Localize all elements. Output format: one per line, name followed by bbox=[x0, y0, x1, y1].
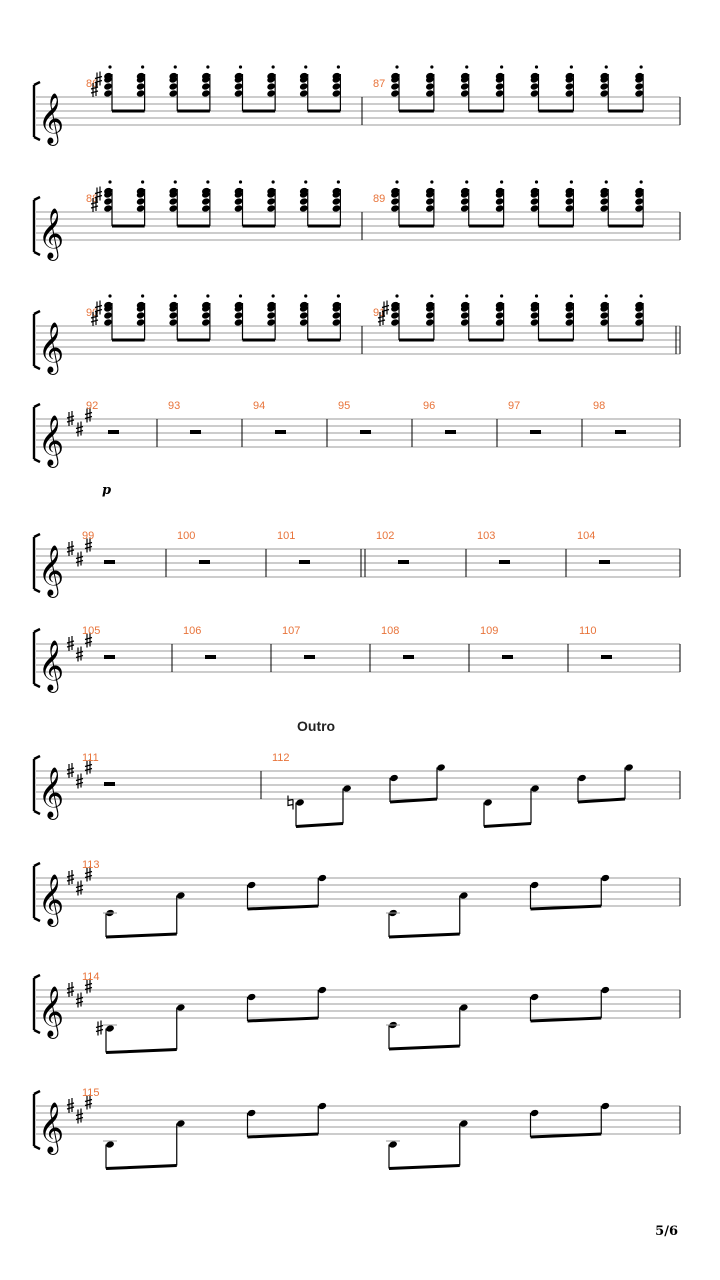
measure-number: 105 bbox=[82, 625, 101, 637]
half-rest bbox=[499, 560, 510, 564]
staccato-dot bbox=[174, 65, 177, 68]
chord-notehead bbox=[234, 82, 244, 90]
staff-system bbox=[34, 625, 680, 693]
chord-notehead bbox=[201, 82, 211, 90]
half-rest bbox=[104, 655, 115, 659]
chord-notehead bbox=[599, 197, 609, 205]
chord-notehead bbox=[299, 82, 309, 90]
staccato-dot bbox=[465, 65, 468, 68]
staff-system bbox=[34, 971, 680, 1053]
notehead bbox=[247, 881, 257, 889]
notehead bbox=[176, 1119, 186, 1127]
page-number: 5/6 bbox=[655, 1224, 678, 1239]
half-rest bbox=[299, 560, 310, 564]
chord-notehead bbox=[299, 311, 309, 319]
chord-notehead bbox=[299, 318, 309, 326]
chord-notehead bbox=[495, 204, 505, 212]
key-signature-sharp bbox=[76, 647, 83, 662]
chord-notehead bbox=[599, 82, 609, 90]
chord-notehead bbox=[332, 204, 342, 212]
chord-notehead bbox=[530, 318, 540, 326]
chord-notehead bbox=[201, 311, 211, 319]
chord-notehead bbox=[495, 311, 505, 319]
chord-notehead bbox=[201, 318, 211, 326]
key-signature-sharp bbox=[76, 993, 83, 1008]
staccato-dot bbox=[430, 180, 433, 183]
staff-system bbox=[34, 1087, 680, 1169]
notehead bbox=[436, 763, 446, 771]
dynamic-piano: p bbox=[102, 483, 112, 498]
staccato-dot bbox=[570, 65, 573, 68]
chord-notehead bbox=[599, 318, 609, 326]
half-rest bbox=[104, 782, 115, 786]
chord-notehead bbox=[266, 89, 276, 97]
treble-clef: 𝄞 bbox=[38, 415, 65, 466]
beam bbox=[106, 1166, 177, 1169]
measure-number: 90 bbox=[86, 307, 99, 319]
staccato-dot bbox=[206, 65, 209, 68]
chord-notehead bbox=[530, 311, 540, 319]
half-rest bbox=[275, 430, 286, 434]
key-signature-sharp bbox=[76, 422, 83, 437]
staccato-dot bbox=[206, 294, 209, 297]
staff-system bbox=[34, 294, 680, 375]
chord-notehead bbox=[103, 311, 113, 319]
notehead bbox=[247, 993, 257, 1001]
chord-notehead bbox=[460, 311, 470, 319]
chord-notehead bbox=[136, 311, 146, 319]
chord-notehead bbox=[530, 89, 540, 97]
chord-notehead bbox=[168, 197, 178, 205]
chord-notehead bbox=[266, 311, 276, 319]
staccato-dot bbox=[108, 180, 111, 183]
chord-notehead bbox=[168, 204, 178, 212]
chord-notehead bbox=[201, 204, 211, 212]
measure-number: 97 bbox=[508, 400, 521, 412]
chord-notehead bbox=[266, 204, 276, 212]
chord-notehead bbox=[201, 197, 211, 205]
chord-notehead bbox=[136, 318, 146, 326]
staccato-dot bbox=[570, 180, 573, 183]
half-rest bbox=[445, 430, 456, 434]
notehead bbox=[105, 1024, 115, 1032]
measure-number: 95 bbox=[338, 400, 351, 412]
staccato-dot bbox=[108, 294, 111, 297]
treble-clef: 𝄞 bbox=[38, 874, 65, 925]
notehead bbox=[389, 774, 399, 782]
staccato-dot bbox=[500, 180, 503, 183]
chord-notehead bbox=[460, 197, 470, 205]
chord-notehead bbox=[460, 82, 470, 90]
chord-notehead bbox=[332, 82, 342, 90]
notehead bbox=[342, 784, 352, 792]
measure-number: 104 bbox=[577, 530, 596, 542]
measure-number: 88 bbox=[86, 193, 99, 205]
staccato-dot bbox=[395, 180, 398, 183]
beam bbox=[389, 934, 460, 937]
staccato-dot bbox=[605, 65, 608, 68]
notehead bbox=[600, 986, 610, 994]
staccato-dot bbox=[430, 294, 433, 297]
chord-notehead bbox=[266, 318, 276, 326]
staccato-dot bbox=[272, 180, 275, 183]
measure-number: 87 bbox=[373, 78, 386, 90]
staccato-dot bbox=[605, 294, 608, 297]
measure-number: 93 bbox=[168, 400, 181, 412]
staff-system bbox=[34, 180, 680, 261]
chord-notehead bbox=[332, 197, 342, 205]
chord-notehead bbox=[234, 318, 244, 326]
chord-notehead bbox=[168, 311, 178, 319]
measure-number: 102 bbox=[376, 530, 395, 542]
measure-number: 109 bbox=[480, 625, 499, 637]
key-signature-sharp bbox=[76, 552, 83, 567]
chord-notehead bbox=[390, 311, 400, 319]
chord-notehead bbox=[425, 197, 435, 205]
measure-number: 107 bbox=[282, 625, 301, 637]
half-rest bbox=[398, 560, 409, 564]
chord-notehead bbox=[565, 204, 575, 212]
chord-notehead bbox=[234, 311, 244, 319]
staccato-dot bbox=[304, 65, 307, 68]
notehead bbox=[105, 1140, 115, 1148]
chord-notehead bbox=[530, 204, 540, 212]
beam bbox=[484, 824, 531, 827]
measure-number: 100 bbox=[177, 530, 196, 542]
chord-notehead bbox=[299, 197, 309, 205]
staccato-dot bbox=[500, 294, 503, 297]
measure-number: 101 bbox=[277, 530, 296, 542]
measure-number: 86 bbox=[86, 78, 99, 90]
chord-notehead bbox=[495, 82, 505, 90]
beam bbox=[296, 824, 343, 827]
chord-notehead bbox=[565, 197, 575, 205]
measure-number: 114 bbox=[82, 971, 100, 983]
chord-notehead bbox=[201, 89, 211, 97]
staccato-dot bbox=[141, 180, 144, 183]
treble-clef: 𝄞 bbox=[38, 545, 65, 596]
measure bbox=[82, 971, 610, 1053]
chord-notehead bbox=[565, 82, 575, 90]
staccato-dot bbox=[395, 65, 398, 68]
chord-notehead bbox=[103, 318, 113, 326]
half-rest bbox=[205, 655, 216, 659]
chord-notehead bbox=[136, 82, 146, 90]
staccato-dot bbox=[535, 180, 538, 183]
notehead bbox=[459, 1003, 469, 1011]
chord-notehead bbox=[390, 204, 400, 212]
half-rest bbox=[502, 655, 513, 659]
treble-clef: 𝄞 bbox=[38, 640, 65, 691]
chord-notehead bbox=[390, 89, 400, 97]
chord-notehead bbox=[530, 197, 540, 205]
measure-number: 103 bbox=[477, 530, 496, 542]
half-rest bbox=[601, 655, 612, 659]
notehead bbox=[530, 1109, 540, 1117]
staff-system bbox=[34, 859, 680, 937]
chord-notehead bbox=[168, 89, 178, 97]
chord-notehead bbox=[103, 204, 113, 212]
staccato-dot bbox=[640, 294, 643, 297]
notehead bbox=[600, 1102, 610, 1110]
chord-notehead bbox=[530, 82, 540, 90]
notehead bbox=[388, 1140, 398, 1148]
staccato-dot bbox=[465, 180, 468, 183]
chord-notehead bbox=[634, 204, 644, 212]
chord-notehead bbox=[460, 204, 470, 212]
chord-notehead bbox=[565, 89, 575, 97]
half-rest bbox=[304, 655, 315, 659]
notehead bbox=[459, 891, 469, 899]
measure-number: 110 bbox=[579, 625, 597, 637]
chord-notehead bbox=[495, 89, 505, 97]
measure bbox=[362, 65, 644, 125]
staccato-dot bbox=[174, 180, 177, 183]
half-rest bbox=[199, 560, 210, 564]
notehead bbox=[317, 1102, 327, 1110]
measure-number: 91 bbox=[373, 307, 386, 319]
staccato-dot bbox=[430, 65, 433, 68]
half-rest bbox=[190, 430, 201, 434]
staccato-dot bbox=[174, 294, 177, 297]
staccato-dot bbox=[500, 65, 503, 68]
measure-number: 113 bbox=[82, 859, 100, 871]
measure-number: 94 bbox=[253, 400, 266, 412]
natural-sign bbox=[288, 796, 293, 810]
beam bbox=[106, 934, 177, 937]
treble-clef: 𝄞 bbox=[38, 1102, 65, 1153]
staccato-dot bbox=[395, 294, 398, 297]
chord-notehead bbox=[136, 197, 146, 205]
chord-notehead bbox=[425, 82, 435, 90]
staccato-dot bbox=[535, 65, 538, 68]
treble-clef: 𝄞 bbox=[38, 322, 65, 373]
staccato-dot bbox=[141, 65, 144, 68]
staccato-dot bbox=[605, 180, 608, 183]
chord-notehead bbox=[168, 82, 178, 90]
staccato-dot bbox=[337, 180, 340, 183]
measure-number: 96 bbox=[423, 400, 436, 412]
chord-notehead bbox=[266, 197, 276, 205]
staccato-dot bbox=[337, 65, 340, 68]
beam bbox=[389, 1046, 460, 1049]
chord-notehead bbox=[634, 318, 644, 326]
staccato-dot bbox=[239, 294, 242, 297]
chord-notehead bbox=[425, 204, 435, 212]
chord-notehead bbox=[599, 311, 609, 319]
treble-clef: 𝄞 bbox=[38, 986, 65, 1037]
notehead bbox=[459, 1119, 469, 1127]
notehead bbox=[295, 798, 305, 806]
measure-number: 98 bbox=[593, 400, 606, 412]
half-rest bbox=[615, 430, 626, 434]
treble-clef: 𝄞 bbox=[38, 208, 65, 259]
measure-number: 99 bbox=[82, 530, 95, 542]
half-rest bbox=[108, 430, 119, 434]
chord-notehead bbox=[425, 311, 435, 319]
staccato-dot bbox=[108, 65, 111, 68]
measure-number: 92 bbox=[86, 400, 99, 412]
key-signature-sharp bbox=[76, 1109, 83, 1124]
staccato-dot bbox=[304, 294, 307, 297]
chord-notehead bbox=[460, 89, 470, 97]
staccato-dot bbox=[337, 294, 340, 297]
chord-notehead bbox=[495, 318, 505, 326]
chord-notehead bbox=[390, 318, 400, 326]
notehead bbox=[530, 993, 540, 1001]
half-rest bbox=[403, 655, 414, 659]
chord-notehead bbox=[599, 89, 609, 97]
chord-notehead bbox=[266, 82, 276, 90]
measure-number: 89 bbox=[373, 193, 386, 205]
chord-notehead bbox=[299, 89, 309, 97]
staccato-dot bbox=[272, 294, 275, 297]
chord-notehead bbox=[299, 204, 309, 212]
measure bbox=[82, 859, 610, 937]
half-rest bbox=[104, 560, 115, 564]
chord-notehead bbox=[425, 318, 435, 326]
chord-notehead bbox=[234, 89, 244, 97]
notehead bbox=[530, 784, 540, 792]
notehead bbox=[317, 986, 327, 994]
notehead bbox=[624, 763, 634, 771]
staccato-dot bbox=[304, 180, 307, 183]
staff-system bbox=[34, 752, 680, 827]
chord-notehead bbox=[103, 197, 113, 205]
chord-notehead bbox=[103, 89, 113, 97]
chord-notehead bbox=[565, 318, 575, 326]
measure-number: 106 bbox=[183, 625, 202, 637]
measure-number: 112 bbox=[272, 752, 290, 764]
treble-clef: 𝄞 bbox=[38, 93, 65, 144]
key-signature-sharp bbox=[76, 774, 83, 789]
staff-system bbox=[34, 65, 680, 146]
notehead bbox=[176, 1003, 186, 1011]
chord-notehead bbox=[495, 197, 505, 205]
measure bbox=[362, 180, 644, 240]
chord-notehead bbox=[634, 82, 644, 90]
staff-system bbox=[34, 530, 680, 598]
staccato-dot bbox=[535, 294, 538, 297]
measure-number: 108 bbox=[381, 625, 400, 637]
notehead bbox=[530, 881, 540, 889]
staccato-dot bbox=[465, 294, 468, 297]
beam bbox=[106, 1050, 177, 1053]
staccato-dot bbox=[206, 180, 209, 183]
staff-system bbox=[34, 400, 680, 468]
chord-notehead bbox=[565, 311, 575, 319]
notehead bbox=[483, 798, 493, 806]
measure-number: 115 bbox=[82, 1087, 100, 1099]
chord-notehead bbox=[136, 89, 146, 97]
staccato-dot bbox=[570, 294, 573, 297]
measure-number: 111 bbox=[82, 752, 99, 764]
chord-notehead bbox=[634, 311, 644, 319]
chord-notehead bbox=[168, 318, 178, 326]
section-label-outro: Outro bbox=[297, 718, 336, 734]
chord-notehead bbox=[234, 197, 244, 205]
chord-notehead bbox=[599, 204, 609, 212]
staccato-dot bbox=[640, 180, 643, 183]
staccato-dot bbox=[272, 65, 275, 68]
chord-notehead bbox=[460, 318, 470, 326]
staccato-dot bbox=[239, 180, 242, 183]
chord-notehead bbox=[390, 82, 400, 90]
measure bbox=[362, 294, 644, 354]
treble-clef: 𝄞 bbox=[38, 767, 65, 818]
chord-notehead bbox=[332, 311, 342, 319]
key-signature-sharp bbox=[76, 881, 83, 896]
staccato-dot bbox=[239, 65, 242, 68]
staccato-dot bbox=[640, 65, 643, 68]
notehead bbox=[317, 874, 327, 882]
notehead bbox=[577, 774, 587, 782]
chord-notehead bbox=[332, 318, 342, 326]
notehead bbox=[176, 891, 186, 899]
chord-notehead bbox=[332, 89, 342, 97]
half-rest bbox=[530, 430, 541, 434]
chord-notehead bbox=[634, 197, 644, 205]
chord-notehead bbox=[390, 197, 400, 205]
beam bbox=[389, 1166, 460, 1169]
staccato-dot bbox=[141, 294, 144, 297]
notehead bbox=[247, 1109, 257, 1117]
half-rest bbox=[599, 560, 610, 564]
chord-notehead bbox=[136, 204, 146, 212]
chord-notehead bbox=[425, 89, 435, 97]
notehead bbox=[600, 874, 610, 882]
measure bbox=[261, 752, 634, 827]
half-rest bbox=[360, 430, 371, 434]
chord-notehead bbox=[103, 82, 113, 90]
measure bbox=[82, 1087, 610, 1169]
chord-notehead bbox=[634, 89, 644, 97]
chord-notehead bbox=[234, 204, 244, 212]
